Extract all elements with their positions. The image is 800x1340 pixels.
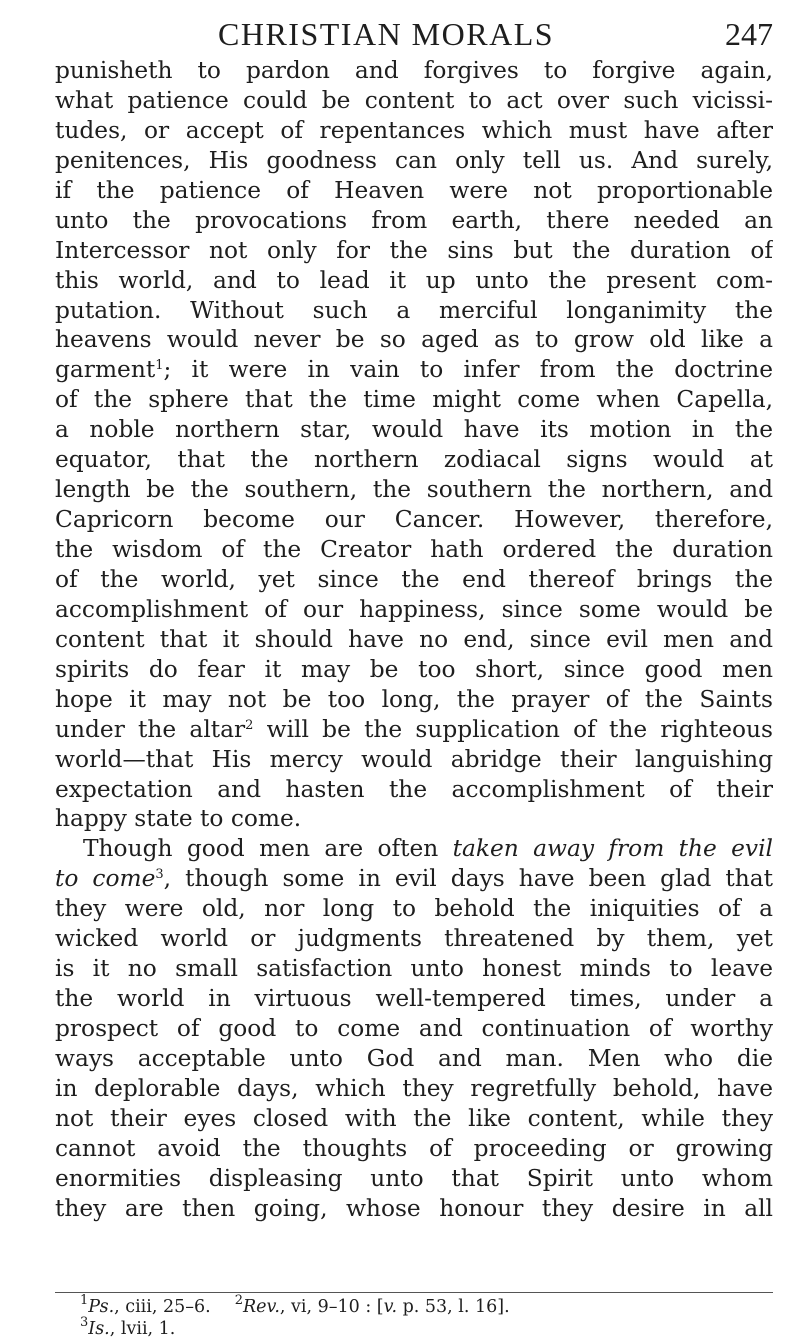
- footnote-number: 1: [80, 1293, 89, 1308]
- text-line: [55, 834, 773, 864]
- footnote-reference: Ps.: [88, 1297, 115, 1317]
- text-line: length be the southern, the southern the northern, and: [55, 476, 773, 504]
- text-line: unto the provocations from earth, there needed an: [55, 206, 773, 234]
- text-line: world—that His mercy would abridge their languishing: [55, 745, 773, 773]
- running-head: [0, 14, 800, 54]
- footnote-reference: Is.: [88, 1319, 110, 1339]
- footnote-reference: Rev.: [242, 1297, 280, 1317]
- text-line: wicked world or judgments threatened by them, yet: [55, 925, 773, 953]
- text-line: they were old, nor long to behold the iniquities of a: [55, 895, 773, 923]
- footnote-text: , vi, 9–10 : [: [279, 1297, 384, 1317]
- body-text: [55, 56, 773, 1224]
- text-segment: , though some in evil days have been glad that: [163, 865, 773, 893]
- paragraph: [55, 56, 773, 834]
- text-line: [55, 864, 773, 894]
- text-line: cannot avoid the thoughts of proceeding or growing: [55, 1134, 773, 1162]
- paragraph: [55, 834, 773, 1223]
- text-line: this world, and to lead it up unto the present com-: [55, 266, 773, 294]
- text-line: [55, 355, 773, 385]
- text-line: what patience could be content to act over such vicissi-: [55, 86, 773, 114]
- footnote-text: p. 53, l. 16].: [397, 1297, 510, 1317]
- quoted-phrase: to come: [55, 865, 156, 893]
- text-line: ways acceptable unto God and man. Men who die: [55, 1044, 773, 1072]
- text-line: Capricorn become our Cancer. However, therefore,: [55, 506, 773, 534]
- text-segment: under the altar: [55, 715, 246, 743]
- text-segment: ; it were in vain to infer from the doctrine: [163, 356, 773, 384]
- text-line: expectation and hasten the accomplishment of their: [55, 775, 773, 803]
- text-line: heavens would never be so aged as to grow old like a: [55, 326, 773, 354]
- text-line: of the world, yet since the end thereof brings the: [55, 565, 773, 593]
- quoted-phrase: taken away from the evil: [452, 835, 773, 863]
- text-line: enormities displeasing unto that Spirit unto whom: [55, 1164, 773, 1192]
- text-line: penitences, His goodness can only tell us. And surely,: [55, 146, 773, 174]
- footnote-marker: 2: [245, 717, 254, 733]
- footnote-text: , ciii, 25–6.: [114, 1297, 211, 1317]
- text-line: accomplishment of our happiness, since some would be: [55, 595, 773, 623]
- footnote-marker: 1: [155, 358, 164, 374]
- text-line: a noble northern star, would have its motion in the: [55, 416, 773, 444]
- text-line: the world in virtuous well-tempered times, under a: [55, 985, 773, 1013]
- running-title: CHRISTIAN MORALS: [218, 16, 555, 52]
- text-segment: Though good men are often: [83, 835, 453, 863]
- text-line: happy state to come.: [55, 805, 302, 833]
- text-line: Intercessor not only for the sins but the duration of: [55, 236, 773, 264]
- text-line: spirits do fear it may be too short, since good men: [55, 655, 773, 683]
- text-line: tudes, or accept of repentances which must have after: [55, 116, 773, 144]
- footnote-number: 2: [234, 1293, 243, 1308]
- footnote-marker: 3: [155, 867, 164, 883]
- text-line: punisheth to pardon and forgives to forgive again,: [55, 57, 773, 84]
- page-number: 247: [725, 16, 773, 52]
- text-segment: will be the supplication of the righteous: [253, 715, 773, 743]
- footnotes: [80, 1293, 770, 1340]
- text-line: content that it should have no end, since evil men and: [55, 625, 773, 653]
- text-line: putation. Without such a merciful longanimity the: [55, 296, 773, 324]
- footnote-text: , lvii, 1.: [109, 1319, 176, 1339]
- footnote-number: 3: [80, 1315, 89, 1330]
- text-line: they are then going, whose honour they desire in all: [55, 1194, 773, 1222]
- text-line: hope it may not be too long, the prayer of the Saints: [55, 685, 773, 713]
- text-line: prospect of good to come and continuation of worthy: [55, 1015, 773, 1042]
- footnote-row: [80, 1293, 770, 1318]
- text-segment: garment: [55, 356, 156, 384]
- text-line: if the patience of Heaven were not proportionable: [55, 176, 773, 204]
- footnote-reference: v.: [383, 1297, 398, 1317]
- text-line: [55, 715, 773, 745]
- footnote-row: [80, 1315, 770, 1340]
- text-line: the wisdom of the Creator hath ordered the duration: [55, 536, 773, 563]
- text-line: is it no small satisfaction unto honest minds to leave: [55, 955, 773, 983]
- text-line: in deplorable days, which they regretfully behold, have: [55, 1074, 773, 1102]
- text-line: equator, that the northern zodiacal signs would at: [55, 446, 773, 474]
- text-line: of the sphere that the time might come when Capella,: [55, 386, 773, 414]
- footnote-divider: [55, 1292, 773, 1293]
- text-line: not their eyes closed with the like content, while they: [55, 1104, 773, 1132]
